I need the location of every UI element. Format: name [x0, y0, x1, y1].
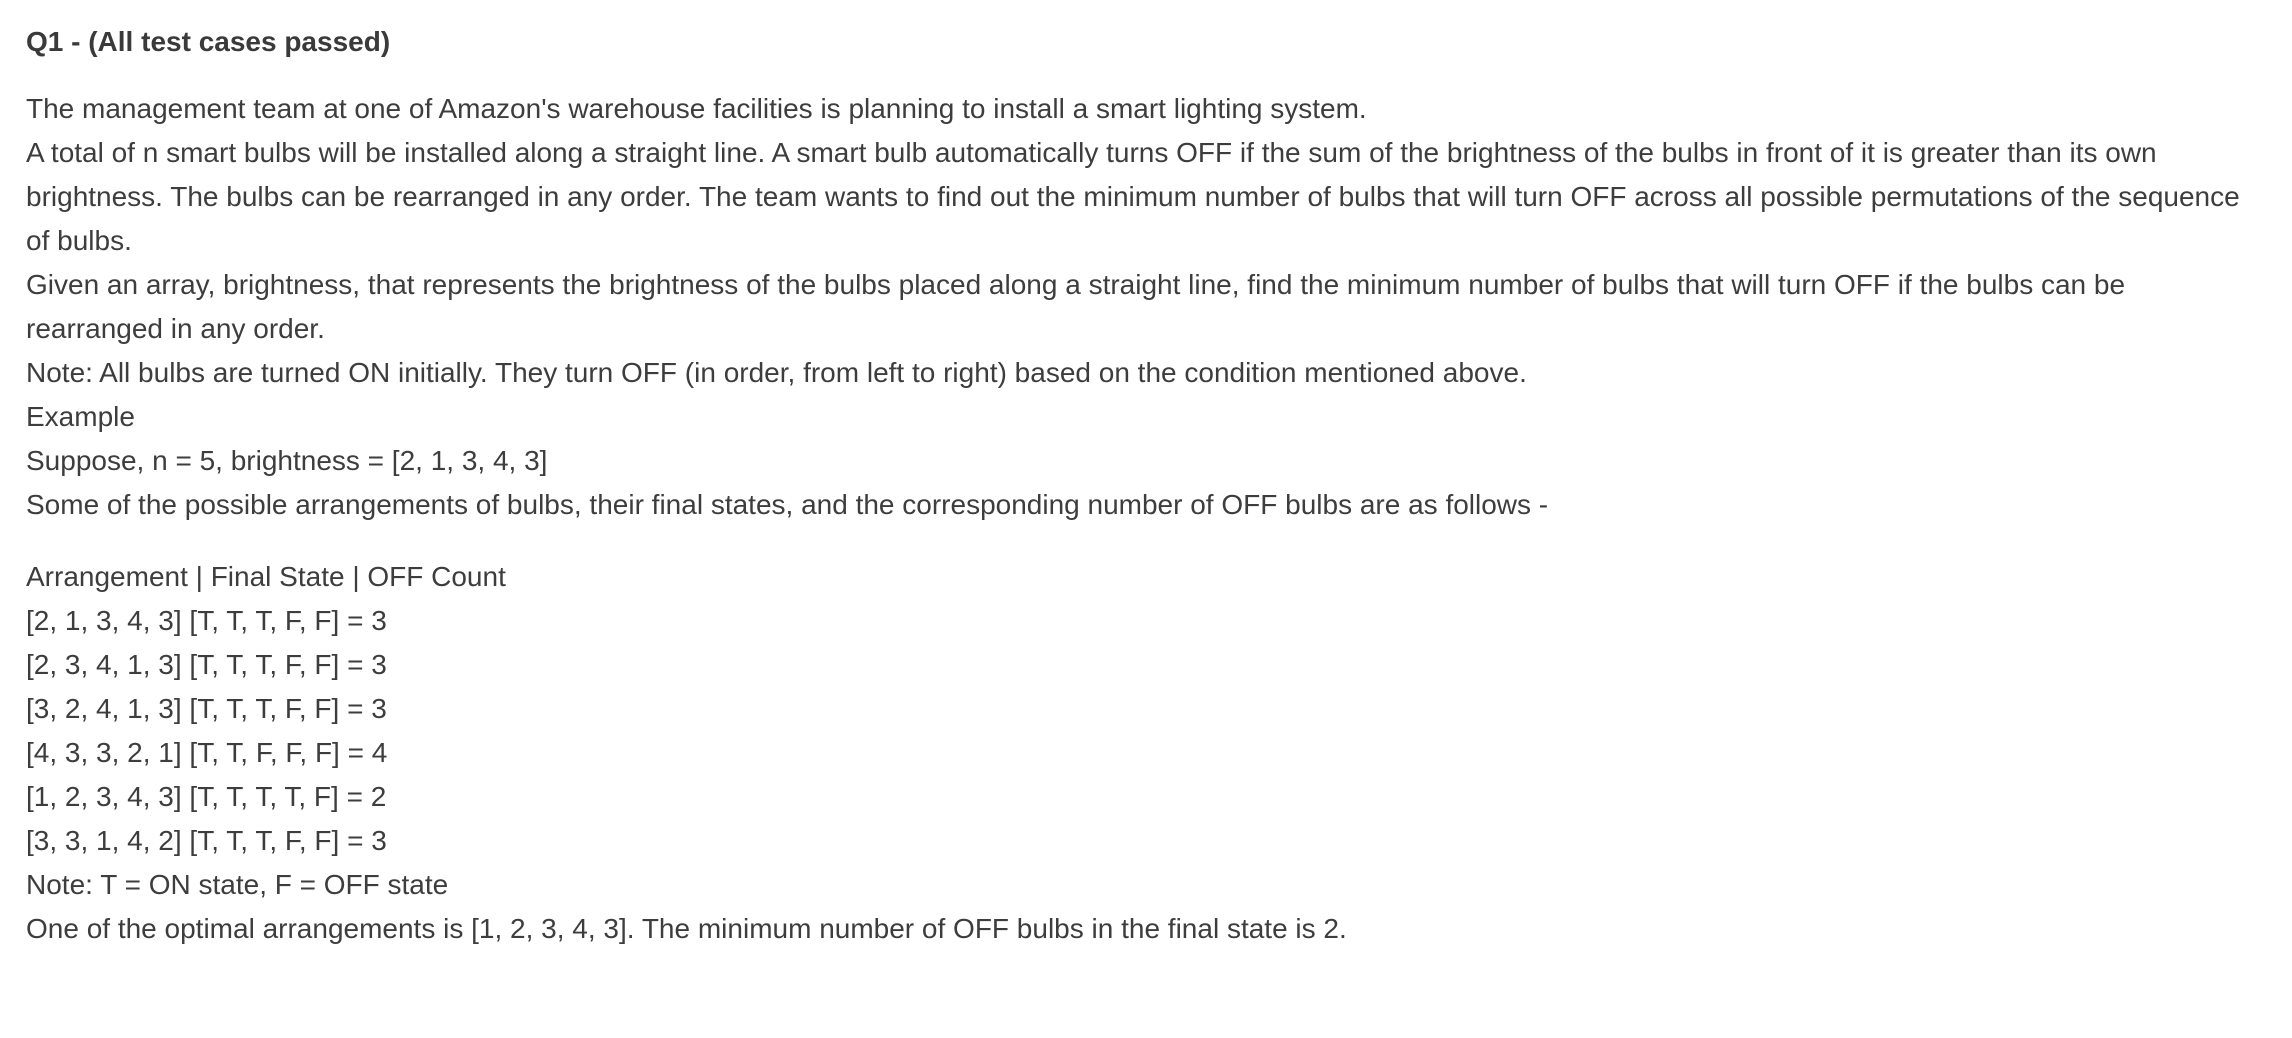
example-label: Example — [26, 401, 135, 432]
table-row: [3, 3, 1, 4, 2] [T, T, T, F, F] = 3 — [26, 825, 387, 856]
arrangement-table — [26, 555, 2266, 863]
intro-text: The management team at one of Amazon's warehouse facilities is planning to install a smart lighting system. — [26, 93, 1367, 124]
table-header: Arrangement | Final State | OFF Count — [26, 561, 506, 592]
question-title: Q1 - (All test cases passed) — [26, 26, 391, 57]
conclusion-text: One of the optimal arrangements is [1, 2, 3, 4, 3]. The minimum number of OFF bulbs in the final state is 2. — [26, 913, 1347, 944]
example-input: Suppose, n = 5, brightness = [2, 1, 3, 4, 3] — [26, 445, 548, 476]
description-text: A total of n smart bulbs will be installed along a straight line. A smart bulb automatically turns OFF if the sum of the brightness of the bulbs in front of it is greater than its own brightness. The bulbs can be rearranged in any order. The team wants to find out the minimum number of bulbs that will turn OFF across all possible permutations of the sequence of bulbs. — [26, 137, 2240, 256]
table-row: [2, 3, 4, 1, 3] [T, T, T, F, F] = 3 — [26, 649, 387, 680]
example-lead: Some of the possible arrangements of bulbs, their final states, and the corresponding number of OFF bulbs are as follows - — [26, 489, 1549, 520]
table-row: [4, 3, 3, 2, 1] [T, T, F, F, F] = 4 — [26, 737, 388, 768]
table-row: [3, 2, 4, 1, 3] [T, T, T, F, F] = 3 — [26, 693, 387, 724]
legend-note: Note: T = ON state, F = OFF state — [26, 869, 449, 900]
task-text: Given an array, brightness, that represents the brightness of the bulbs placed along a straight line, find the minimum number of bulbs that will turn OFF if the bulbs can be rearranged in any order. — [26, 269, 2126, 344]
table-row: [2, 1, 3, 4, 3] [T, T, T, F, F] = 3 — [26, 605, 387, 636]
table-row: [1, 2, 3, 4, 3] [T, T, T, T, F] = 2 — [26, 781, 387, 812]
initial-note: Note: All bulbs are turned ON initially. They turn OFF (in order, from left to right) based on the condition mentioned above. — [26, 357, 1527, 388]
problem-statement — [26, 87, 2266, 527]
